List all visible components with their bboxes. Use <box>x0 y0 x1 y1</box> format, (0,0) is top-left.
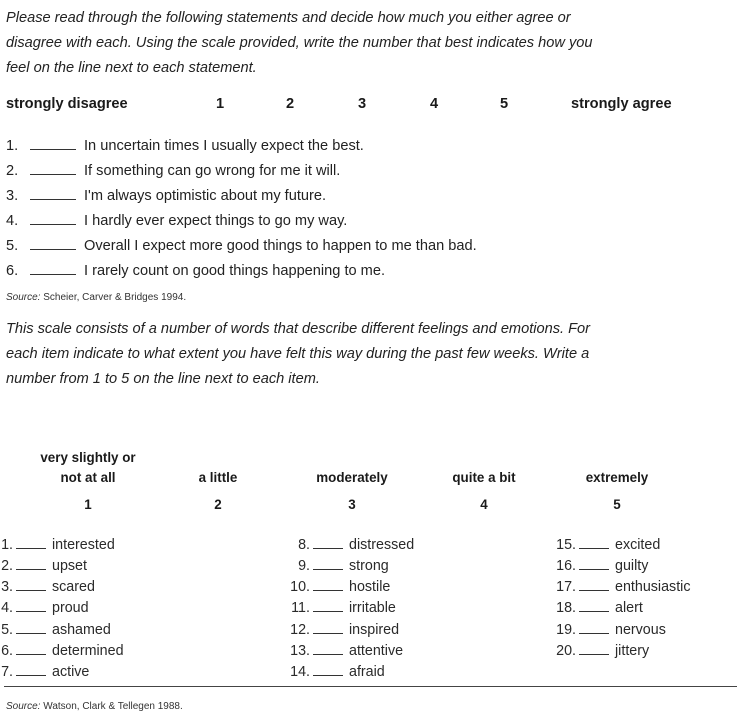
affect-item <box>276 600 396 616</box>
scale-value-4: 4 <box>480 497 488 512</box>
answer-blank[interactable] <box>16 558 46 570</box>
answer-blank[interactable] <box>313 622 343 634</box>
item-number: 14. <box>290 664 310 680</box>
source-label: Source: <box>6 701 41 712</box>
affect-item <box>554 622 666 638</box>
item-number: 7. <box>1 664 13 680</box>
affect-item <box>1 664 89 680</box>
affect-instructions-line-2: each item indicate to what extent you have felt this way during the past few weeks. Write a <box>6 346 590 362</box>
statement-number: 1. <box>6 138 19 154</box>
affect-item <box>554 579 691 595</box>
answer-blank[interactable] <box>313 643 343 655</box>
answer-blank[interactable] <box>16 600 46 612</box>
answer-blank[interactable] <box>313 664 343 676</box>
statement-number: 6. <box>6 263 19 279</box>
affect-item <box>1 537 115 553</box>
answer-blank[interactable] <box>313 558 343 570</box>
answer-blank[interactable] <box>16 579 46 591</box>
item-word: excited <box>615 537 661 553</box>
item-word: ashamed <box>52 622 111 638</box>
statement-number: 5. <box>6 238 19 254</box>
item-word: determined <box>52 643 124 659</box>
item-number: 16. <box>556 558 576 574</box>
source-label: Source: <box>6 292 41 303</box>
item-word: interested <box>52 537 115 553</box>
item-number: 15. <box>556 537 576 553</box>
scale-number-1: 1 <box>216 96 225 112</box>
item-word: irritable <box>349 600 396 616</box>
optimism-instructions-line-3: feel on the line next to each statement. <box>6 60 257 76</box>
affect-item <box>1 600 89 616</box>
item-word: scared <box>52 579 95 595</box>
statement-text: If something can go wrong for me it will. <box>84 163 341 179</box>
statement-text: I rarely count on good things happening to me. <box>84 263 385 279</box>
scale-label-5: extremely <box>585 470 649 485</box>
item-word: alert <box>615 600 643 616</box>
answer-blank[interactable] <box>16 622 46 634</box>
scale-value-5: 5 <box>613 497 621 512</box>
affect-item <box>1 558 87 574</box>
item-number: 13. <box>290 643 310 659</box>
affect-item <box>276 622 399 638</box>
answer-blank[interactable] <box>579 537 609 549</box>
scale-right-label: strongly agree <box>571 96 672 112</box>
answer-blank[interactable] <box>30 263 76 275</box>
statement-number: 3. <box>6 188 19 204</box>
affect-item <box>1 643 124 659</box>
scale-number-4: 4 <box>430 96 439 112</box>
scale-label-4: quite a bit <box>452 470 516 485</box>
answer-blank[interactable] <box>579 579 609 591</box>
affect-item <box>276 643 403 659</box>
affect-source <box>6 701 183 712</box>
scale-label-1: not at all <box>60 470 116 485</box>
answer-blank[interactable] <box>30 138 76 150</box>
statement-item <box>6 263 385 279</box>
affect-item <box>276 664 385 680</box>
item-number: 4. <box>1 600 13 616</box>
item-word: jittery <box>615 643 650 659</box>
statement-item <box>6 138 364 154</box>
affect-item <box>554 643 649 659</box>
item-word: attentive <box>349 643 404 659</box>
answer-blank[interactable] <box>313 537 343 549</box>
answer-blank[interactable] <box>16 664 46 676</box>
item-word: upset <box>52 558 87 574</box>
statement-item <box>6 163 340 179</box>
affect-item <box>554 558 648 574</box>
item-number: 6. <box>1 643 13 659</box>
answer-blank[interactable] <box>579 643 609 655</box>
item-number: 9. <box>298 558 310 574</box>
answer-blank[interactable] <box>16 537 46 549</box>
affect-item <box>554 600 643 616</box>
item-number: 10. <box>290 579 310 595</box>
section-divider <box>4 686 737 687</box>
item-word: proud <box>52 600 89 616</box>
source-citation: Watson, Clark & Tellegen 1988. <box>43 701 183 712</box>
item-number: 20. <box>556 643 576 659</box>
answer-blank[interactable] <box>30 163 76 175</box>
item-number: 2. <box>1 558 13 574</box>
scale-value-3: 3 <box>348 497 356 512</box>
scale-number-3: 3 <box>358 96 367 112</box>
statement-item <box>6 213 347 229</box>
item-word: strong <box>349 558 389 574</box>
item-word: enthusiastic <box>615 579 691 595</box>
statement-item <box>6 188 326 204</box>
statement-number: 4. <box>6 213 19 229</box>
answer-blank[interactable] <box>30 213 76 225</box>
scale-label-1-line-1: very slightly or <box>40 450 136 465</box>
affect-item <box>276 537 414 553</box>
source-citation: Scheier, Carver & Bridges 1994. <box>43 292 187 303</box>
answer-blank[interactable] <box>16 643 46 655</box>
answer-blank[interactable] <box>579 600 609 612</box>
affect-item <box>554 537 660 553</box>
affect-item <box>1 579 95 595</box>
item-number: 17. <box>556 579 576 595</box>
item-number: 19. <box>556 622 576 638</box>
item-number: 1. <box>1 537 13 553</box>
statement-text: I'm always optimistic about my future. <box>84 188 327 204</box>
answer-blank[interactable] <box>30 188 76 200</box>
item-number: 8. <box>298 537 310 553</box>
item-number: 5. <box>1 622 13 638</box>
scale-value-1: 1 <box>84 497 92 512</box>
item-word: inspired <box>349 622 400 638</box>
affect-item <box>276 579 390 595</box>
statement-text: Overall I expect more good things to happen to me than bad. <box>84 238 477 254</box>
scale-value-2: 2 <box>214 497 222 512</box>
scale-label-3: moderately <box>316 470 388 485</box>
statement-item <box>6 238 477 254</box>
affect-item <box>276 558 389 574</box>
affect-instructions-line-3: number from 1 to 5 on the line next to each item. <box>6 371 320 387</box>
scale-left-label: strongly disagree <box>6 96 128 112</box>
answer-blank[interactable] <box>579 622 609 634</box>
scale-number-5: 5 <box>500 96 509 112</box>
item-number: 12. <box>290 622 310 638</box>
item-word: active <box>52 664 90 680</box>
affect-instructions-line-1: This scale consists of a number of words that describe different feelings and emotions. For <box>6 321 591 337</box>
item-word: distressed <box>349 537 415 553</box>
optimism-source <box>6 292 186 303</box>
answer-blank[interactable] <box>579 558 609 570</box>
answer-blank[interactable] <box>30 238 76 250</box>
item-word: nervous <box>615 622 666 638</box>
item-number: 11. <box>291 600 310 616</box>
scale-number-2: 2 <box>286 96 295 112</box>
item-word: guilty <box>615 558 649 574</box>
affect-item <box>1 622 111 638</box>
optimism-instructions-line-1: Please read through the following statements and decide how much you either agree or <box>6 10 571 26</box>
optimism-instructions-line-2: disagree with each. Using the scale provided, write the number that best indicates how you <box>6 35 593 51</box>
statement-number: 2. <box>6 163 19 179</box>
statement-text: In uncertain times I usually expect the best. <box>84 138 364 154</box>
item-word: hostile <box>349 579 391 595</box>
scale-label-2: a little <box>198 470 238 485</box>
answer-blank[interactable] <box>313 579 343 591</box>
item-number: 18. <box>556 600 576 616</box>
statement-text: I hardly ever expect things to go my way. <box>84 213 348 229</box>
item-number: 3. <box>1 579 13 595</box>
item-word: afraid <box>349 664 385 680</box>
answer-blank[interactable] <box>313 600 343 612</box>
